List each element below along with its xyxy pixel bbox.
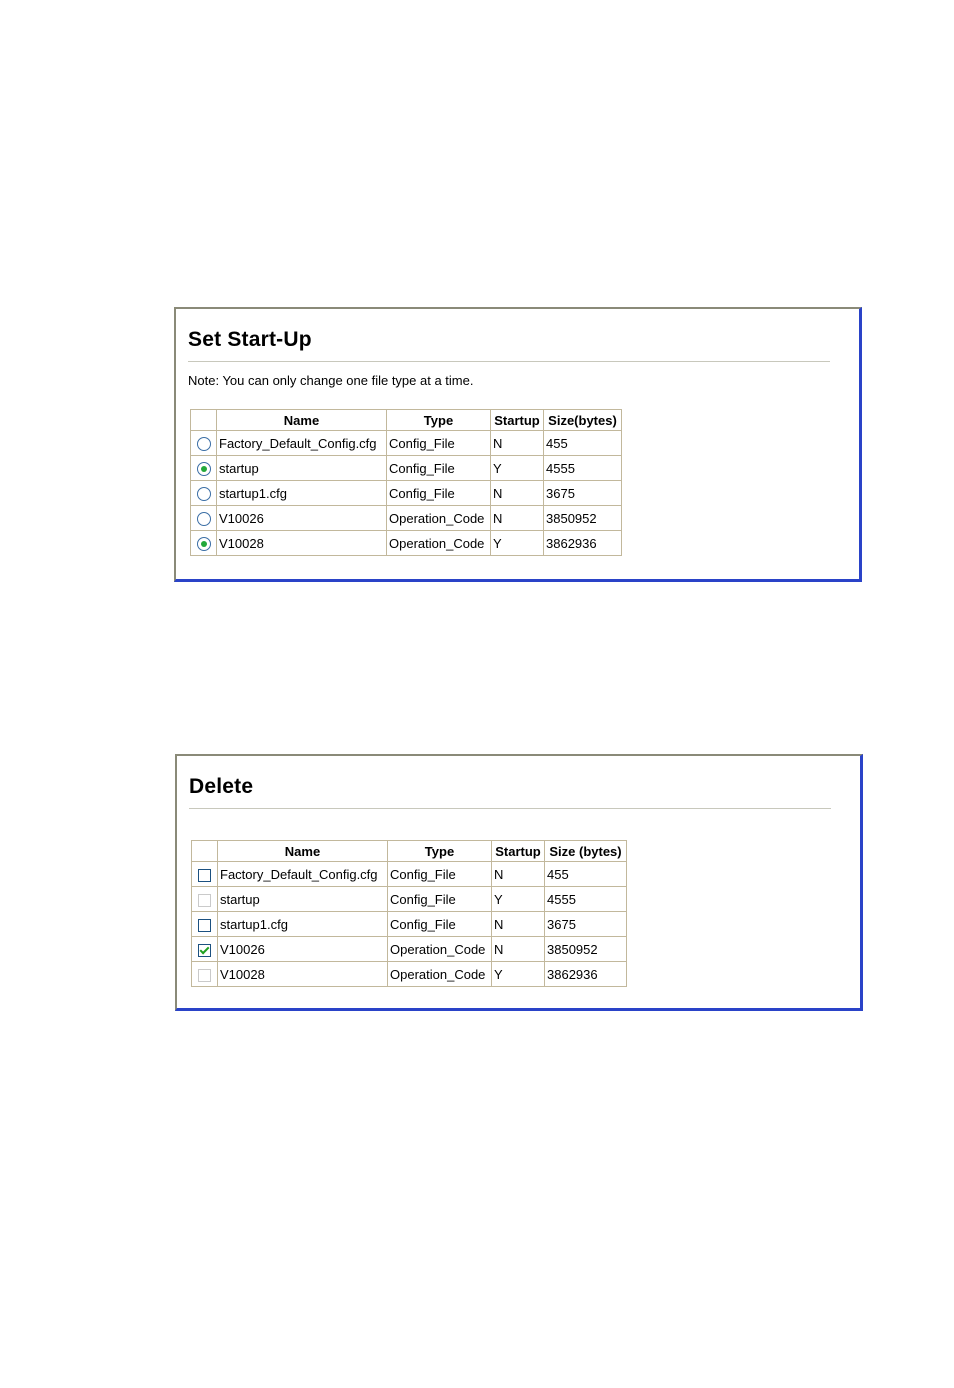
file-name: Factory_Default_Config.cfg [217,431,387,456]
file-startup: Y [491,531,544,556]
row-select-cell [192,887,218,912]
file-type: Operation_Code [387,506,491,531]
row-select-cell [192,962,218,987]
file-size: 3862936 [544,531,622,556]
row-select-cell [191,456,217,481]
table-row [191,531,622,556]
header-select [192,841,218,862]
delete-file-table [191,840,627,987]
header-select [191,410,217,431]
file-name: startup1.cfg [218,912,388,937]
table-header-row [191,410,622,431]
table-header-row [192,841,627,862]
header-size: Size (bytes) [545,841,627,862]
row-select-cell [192,862,218,887]
table-row [191,506,622,531]
file-startup: N [492,862,545,887]
header-name: Name [218,841,388,862]
header-startup: Startup [492,841,545,862]
file-name: V10028 [217,531,387,556]
header-size: Size(bytes) [544,410,622,431]
file-type: Operation_Code [388,937,492,962]
file-size: 455 [545,862,627,887]
startup-radio-button[interactable] [197,437,211,451]
header-type: Type [388,841,492,862]
header-startup: Startup [491,410,544,431]
file-name: V10026 [217,506,387,531]
file-type: Config_File [387,431,491,456]
startup-radio-button[interactable] [197,512,211,526]
header-type: Type [387,410,491,431]
startup-radio-button[interactable] [197,537,211,551]
file-size: 3862936 [545,962,627,987]
table-row [191,481,622,506]
delete-checkbox[interactable] [198,944,211,957]
row-select-cell [191,506,217,531]
file-startup: N [491,481,544,506]
title-divider [188,361,830,362]
note-text: Note: You can only change one file type at a time. [188,373,474,388]
file-startup: N [491,506,544,531]
table-row [192,887,627,912]
set-startup-panel [174,307,862,582]
row-select-cell [191,431,217,456]
startup-file-table [190,409,622,556]
row-select-cell [192,937,218,962]
file-type: Operation_Code [387,531,491,556]
delete-checkbox[interactable] [198,919,211,932]
file-name: startup [218,887,388,912]
row-select-cell [191,481,217,506]
delete-checkbox [198,969,211,982]
file-type: Config_File [388,862,492,887]
file-size: 3850952 [544,506,622,531]
file-size: 3850952 [545,937,627,962]
file-startup: Y [491,456,544,481]
file-startup: N [492,937,545,962]
row-select-cell [191,531,217,556]
table-row [191,431,622,456]
file-size: 3675 [544,481,622,506]
file-name: startup1.cfg [217,481,387,506]
table-row [192,912,627,937]
table-row [192,962,627,987]
file-startup: N [492,912,545,937]
startup-radio-button[interactable] [197,462,211,476]
file-size: 4555 [544,456,622,481]
startup-radio-button[interactable] [197,487,211,501]
delete-checkbox[interactable] [198,869,211,882]
table-row [191,456,622,481]
file-size: 4555 [545,887,627,912]
file-type: Config_File [388,887,492,912]
file-name: startup [217,456,387,481]
delete-panel [175,754,863,1011]
row-select-cell [192,912,218,937]
title-divider [189,808,831,809]
file-type: Config_File [387,481,491,506]
file-startup: N [491,431,544,456]
file-size: 455 [544,431,622,456]
set-startup-title: Set Start-Up [188,328,312,351]
file-startup: Y [492,887,545,912]
header-name: Name [217,410,387,431]
file-type: Config_File [387,456,491,481]
table-row [192,937,627,962]
file-size: 3675 [545,912,627,937]
table-row [192,862,627,887]
file-type: Config_File [388,912,492,937]
file-startup: Y [492,962,545,987]
delete-checkbox [198,894,211,907]
file-name: V10026 [218,937,388,962]
file-name: Factory_Default_Config.cfg [218,862,388,887]
file-type: Operation_Code [388,962,492,987]
file-name: V10028 [218,962,388,987]
delete-title: Delete [189,775,254,798]
